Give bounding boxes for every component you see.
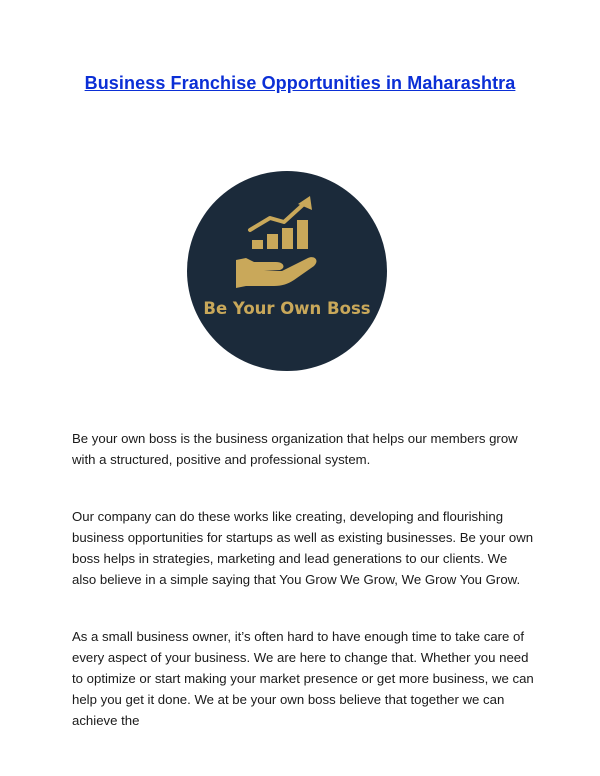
page-title-link[interactable]: Business Franchise Opportunities in Maharashtra (84, 73, 516, 93)
paragraph-services: Our company can do these works like creating, developing and flourishing business opportunities for startups as well as existing businesses. Be your own boss helps in strategies, marketing and lead generations to our clients. We also believe in a simple saying that You Grow We Grow, We Grow You Grow. (72, 509, 534, 587)
paragraph-small-business: As a small business owner, it’s often hard to have enough time to take care of every aspect of your business. We are here to change that. Whether you need to optimize or start making your market presence or get more business, we can help you get it done. We at be your own boss believe that together we can achieve the (72, 629, 534, 728)
logo-text: Be Your Own Boss (203, 299, 371, 318)
logo-graphic (184, 168, 390, 374)
paragraph-intro: Be your own boss is the business organization that helps our members grow with a structured, positive and professional system. (72, 431, 518, 467)
company-logo (184, 168, 390, 374)
